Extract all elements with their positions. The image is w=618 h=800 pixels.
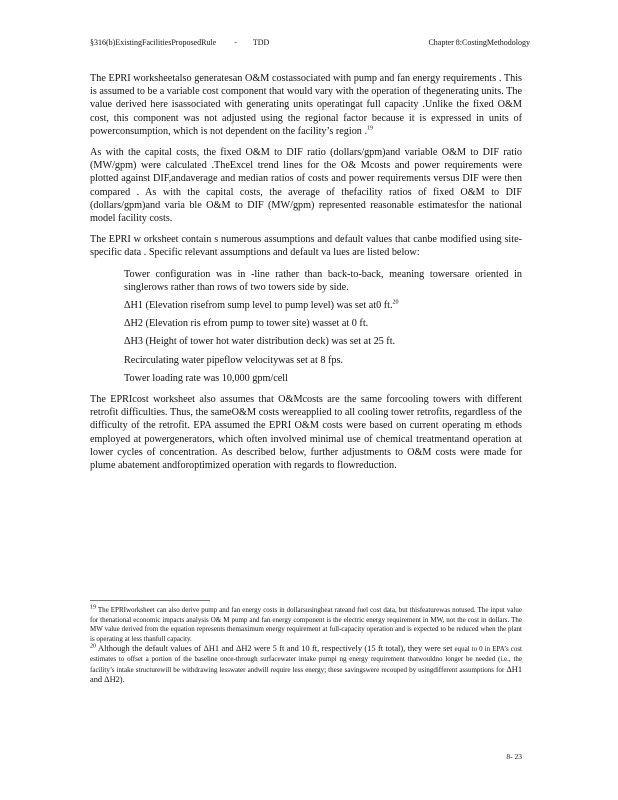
footnote-divider <box>90 600 210 601</box>
paragraph-assumptions-intro: The EPRI w orksheet contain s numerous assumptions and default values that canbe modified using site-specific data . Specific relevant assumptions and default va lues are listed below: <box>90 234 522 259</box>
footnote-20 <box>90 644 522 685</box>
paragraph-om-retrofit: The EPRIcost worksheet also assumes that O&Mcosts are the same forcooling towers with different retrofit difficulties. Thus, the sameO&M costs wereapplied to all cooling tower retrofits, regardless of the difficulty of the retrofit. EPA assumed the EPRI O&M costs were based on current operating m ethods employed at powergenerators, which often involved minimal use of chemical treatmentand operation at lower cycles of concentration. As described below, further adjustments to O&M costs were made for plume abatement andforoptimized operation with regards to flowreduction. <box>90 394 522 472</box>
list-item-text: ΔH2 (Elevation ris efrom pump to tower site) wasset at 0 ft. <box>124 318 369 330</box>
footnote-20-text-end: ΔH1 and ΔH2). <box>90 664 523 685</box>
list-item-text: ΔH1 (Elevation risefrom sump level to pump level) was set at0 ft. <box>124 300 393 312</box>
header-rule-title: §316(b)ExistingFacilitiesProposedRule <box>90 38 217 47</box>
list-item-text: ΔH3 (Height of tower hot water distribution deck) was set at 25 ft. <box>124 336 396 348</box>
footnote-ref-20[interactable]: 20 <box>392 299 399 306</box>
header-chapter: Chapter 8:CostingMethodology <box>428 38 530 47</box>
list-item <box>90 317 522 330</box>
header-separator: - <box>234 38 237 47</box>
list-item-text: Tower loading rate was 10,000 gpm/cell <box>124 372 288 384</box>
page-number: 8- 23 <box>506 752 522 761</box>
footnote-20-mark: 20 <box>90 644 96 651</box>
footnote-20-text-body: equal to 0 in EPA’s cost estimates to offset a portion of the baseline once-through surfacewater intake pumpi ng energy requirement thatwouldno longer be needed (i.e., the facility’s intake structurewill be withdrawing lesswater andwill require less energy; these savingswere recouped by usingdifferent assumptions for <box>90 645 522 674</box>
footnote-19-mark: 19 <box>90 604 96 611</box>
footnotes <box>90 606 522 686</box>
list-item-text: Tower configuration was in -line rather than back-to-back, meaning towersare oriented in singlerows rather than rows of two towers side by side. <box>124 268 522 293</box>
paragraph-om-energy <box>90 72 522 138</box>
paragraph-dif-ratios: As with the capital costs, the fixed O&M to DIF ratio (dollars/gpm)and variable O&M to DIF ratio (MW/gpm) were calculated .TheExcel trend lines for the O& Mcosts and power requirements were plotted against DIF,andaverage and median ratios of costs and power requirements versus DIF were then compared . As with the capital costs, the average of thefacility ratios of fixed O&M to DIF (dollars/gpm)and varia ble O&M to DIF (MW/gpm) represented reasonable estimatesfor the national model facility costs. <box>90 147 522 225</box>
footnote-19-text: The EPRIworksheet can also derive pump and fan energy costs in dollarsusingheat rateand fuel cost data, but thisfeaturewas notused. The input value for thenational economic impacts analysis O& M pump and fan energy component is the electric energy requirement in MW, not the cost in dollars. The MW value derived from the equation represents themaximum energy requirement at full-capacity operation and is expected to be reduced when the plant is operating at less thanfull capacity. <box>90 606 522 643</box>
list-item <box>90 372 522 385</box>
list-item <box>90 335 522 348</box>
list-item <box>90 354 522 367</box>
list-item-text: Recirculating water pipeflow velocitywas set at 8 fps. <box>124 354 343 366</box>
assumptions-list <box>90 268 522 385</box>
paragraph-1-text: The EPRI worksheetalso generatesan O&M costassociated with pump and fan energy requirements . This is assumed to be a variable cost component that would vary with the operation of thegenerating units. The value derived here isassociated with generating units operatingat full capacity .Unlike the fixed O&M cost, this component was not adjusted using the regional factor because it is expressed in units of powerconsumption, which is not dependent on the facility’s region . <box>90 73 522 137</box>
list-item <box>90 299 522 312</box>
page-header <box>90 38 530 47</box>
header-doc-type: TDD <box>252 38 270 47</box>
list-item <box>90 268 522 294</box>
document-body <box>90 72 522 480</box>
footnote-20-text-lead: Although the default values of ΔH1 and ΔH2 were 5 ft and 10 ft, respectively (15 ft total), they were set <box>98 644 453 654</box>
footnote-19 <box>90 606 522 644</box>
footnote-ref-19[interactable]: 19 <box>367 125 373 132</box>
header-left <box>90 38 269 47</box>
